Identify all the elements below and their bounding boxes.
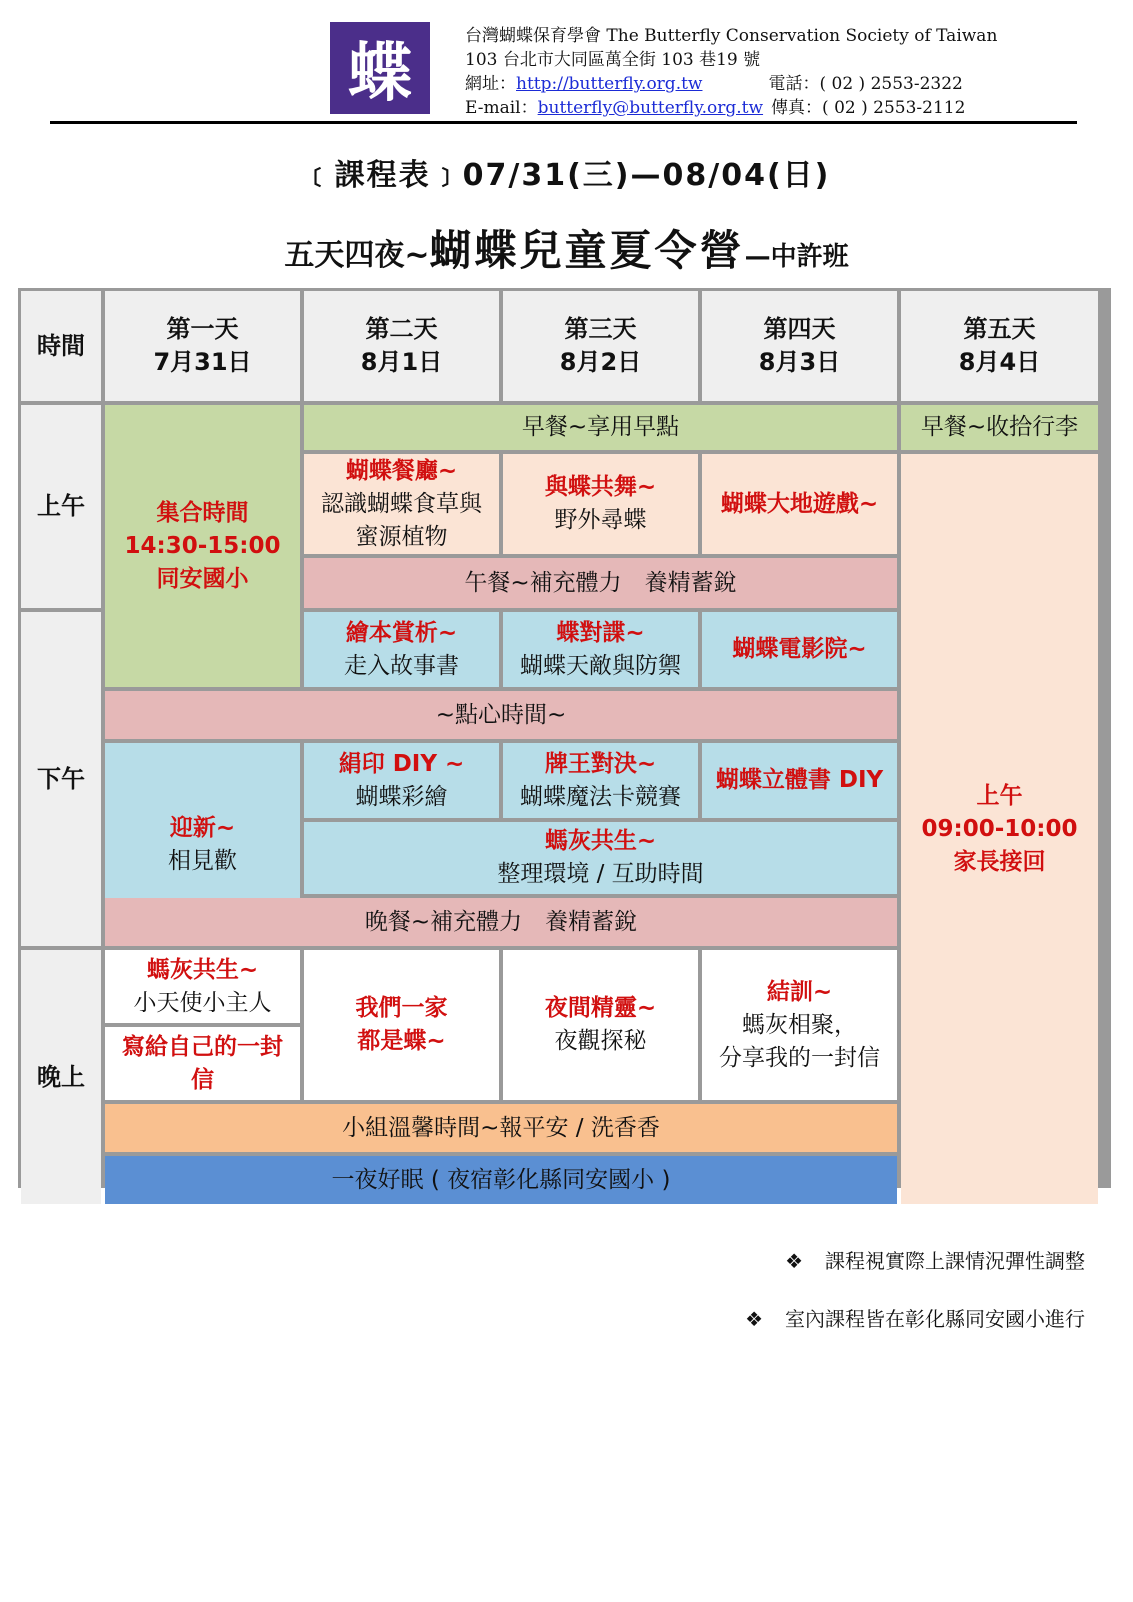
activity-title: 蝴蝶大地遊戲~ <box>720 490 879 517</box>
day1-evening-group <box>105 950 300 1100</box>
sleep-cell: 一夜好眠 ( 夜宿彰化縣同安國小 ) <box>105 1156 897 1204</box>
diamond-bullet-icon: ❖ <box>745 1307 763 1331</box>
parent-pickup-cell <box>901 454 1098 1204</box>
silkscreen-diy-cell <box>304 743 499 818</box>
org-address: 103 台北市大同區萬全街 103 巷19 號 <box>465 50 761 70</box>
breakfast-day5-cell: 早餐~收拾行李 <box>901 405 1098 450</box>
web-label: 網址： <box>465 74 516 94</box>
period-afternoon: 下午 <box>21 612 101 946</box>
day-label: 第五天 <box>963 315 1036 343</box>
little-angel-cell <box>105 950 300 1023</box>
day-label: 第二天 <box>365 315 438 343</box>
day-date: 7月31日 <box>153 348 252 376</box>
activity-desc: 相見歡 <box>168 847 237 874</box>
header-day-4 <box>702 291 897 401</box>
activity-desc: 蝴蝶彩繪 <box>355 783 448 810</box>
activity-desc: 螞灰相聚， <box>742 1011 857 1038</box>
activity-title: 牌王對決~ <box>544 750 657 777</box>
activity-title: 與蝶共舞~ <box>544 474 657 500</box>
field-game-cell <box>702 454 897 554</box>
lunch-cell: 午餐~補充體力 養精蓄銳 <box>304 558 897 608</box>
day-label: 第三天 <box>564 315 637 343</box>
day-date: 8月3日 <box>758 348 841 376</box>
predators-cell <box>503 612 698 687</box>
activity-desc: 分享我的一封信 <box>719 1044 880 1071</box>
web-link[interactable]: http://butterfly.org.tw <box>516 74 703 94</box>
activity-title: 我們一家 <box>355 995 448 1021</box>
activity-desc: 蝴蝶天敵與防禦 <box>520 652 681 679</box>
activity-title: 蝴蝶電影院~ <box>732 636 867 662</box>
activity-title: 蝴蝶餐廳~ <box>345 457 458 484</box>
activity-title: 絹印 DIY ~ <box>338 750 465 777</box>
day-date: 8月1日 <box>360 348 443 376</box>
activity-desc: 蜜源植物 <box>355 523 448 550</box>
activity-desc: 蝴蝶魔法卡競賽 <box>520 783 681 810</box>
snack-cell: ~點心時間~ <box>105 691 897 739</box>
activity-desc: 小天使小主人 <box>133 989 272 1016</box>
day-date: 8月4日 <box>958 348 1041 376</box>
period-morning: 上午 <box>21 405 101 608</box>
camp-title-prefix: 五天四夜~ <box>284 238 430 273</box>
day-date: 8月2日 <box>559 348 642 376</box>
night-spirit-cell <box>503 950 698 1100</box>
schedule-title: ﹝課程表﹞07/31(三)—08/04(日) <box>302 158 831 193</box>
phone-number: 電話：( 02 ) 2553-2322 <box>768 74 963 94</box>
breakfast-cell: 早餐~享用早點 <box>304 405 897 450</box>
header-day-2 <box>304 291 499 401</box>
camp-title <box>0 218 1133 278</box>
activity-title: 蝶對諜~ <box>556 619 645 646</box>
schedule-table <box>18 288 1111 1193</box>
popup-book-cell <box>702 743 897 818</box>
camp-title-suffix: —中許班 <box>744 242 849 272</box>
camp-title-main: 蝴蝶兒童夏令營 <box>429 226 745 275</box>
day-label: 第一天 <box>166 315 239 343</box>
header-divider <box>50 121 1077 124</box>
activity-title: 繪本賞析~ <box>345 619 458 646</box>
note-item <box>745 1290 1085 1348</box>
header-time: 時間 <box>21 291 101 401</box>
header-day-1 <box>105 291 300 401</box>
email-link[interactable]: butterfly@butterfly.org.tw <box>537 98 764 118</box>
org-name: 台灣蝴蝶保育學會 The Butterfly Conservation Society of Taiwan <box>465 26 998 46</box>
email-label: E-mail： <box>465 98 538 118</box>
picture-book-cell <box>304 612 499 687</box>
activity-desc: 走入故事書 <box>344 652 459 679</box>
header-day-3 <box>503 291 698 401</box>
activity-desc: 整理環境 / 互助時間 <box>497 861 704 887</box>
cell-line: 上午 <box>976 782 1023 809</box>
activity-title: 寫給自己的一封 <box>122 1033 283 1060</box>
period-evening: 晚上 <box>21 950 101 1204</box>
logo-glyph: 蝶 <box>348 36 412 111</box>
cell-line: 同安國小 <box>156 565 249 592</box>
graduation-cell <box>702 950 897 1100</box>
notes <box>745 1232 1085 1348</box>
butterfly-restaurant-cell <box>304 454 499 554</box>
chores-cell <box>304 822 897 894</box>
activity-title: 螞灰共生~ <box>146 956 259 983</box>
letter-to-self-cell <box>105 1027 300 1100</box>
day-label: 第四天 <box>763 315 836 343</box>
dance-with-butterfly-cell <box>503 454 698 554</box>
card-battle-cell <box>503 743 698 818</box>
dinner-cell: 晚餐~補充體力 養精蓄銳 <box>105 898 897 946</box>
activity-title: 迎新~ <box>169 814 236 841</box>
activity-title: 都是蝶~ <box>357 1028 446 1054</box>
cell-line: 09:00-10:00 <box>921 815 1078 842</box>
activity-title: 夜間精靈~ <box>544 995 657 1021</box>
activity-title: 結訓~ <box>766 978 833 1005</box>
header-day-5 <box>901 291 1098 401</box>
society-logo <box>330 22 430 114</box>
fax-number: 傳真：( 02 ) 2553-2112 <box>771 98 966 118</box>
activity-title: 蝴蝶立體書 DIY <box>715 767 884 793</box>
note-text: 課程視實際上課情況彈性調整 <box>825 1249 1085 1273</box>
cell-line: 家長接回 <box>953 848 1046 875</box>
butterfly-cinema-cell <box>702 612 897 687</box>
org-info <box>465 24 997 120</box>
diamond-bullet-icon: ❖ <box>785 1249 803 1273</box>
group-time-cell: 小組溫馨時間~報平安 / 洗香香 <box>105 1104 897 1152</box>
note-item <box>745 1232 1085 1290</box>
note-text: 室內課程皆在彰化縣同安國小進行 <box>785 1307 1085 1331</box>
gather-time-cell <box>105 405 300 687</box>
cell-line: 14:30-15:00 <box>124 532 281 559</box>
activity-desc: 野外尋蝶 <box>554 507 647 533</box>
activity-desc: 認識蝴蝶食草與 <box>321 490 482 517</box>
activity-title: 螞灰共生~ <box>544 828 657 854</box>
activity-title: 信 <box>191 1066 214 1093</box>
one-family-cell <box>304 950 499 1100</box>
cell-line: 集合時間 <box>156 499 249 526</box>
activity-desc: 夜觀探秘 <box>554 1028 647 1054</box>
